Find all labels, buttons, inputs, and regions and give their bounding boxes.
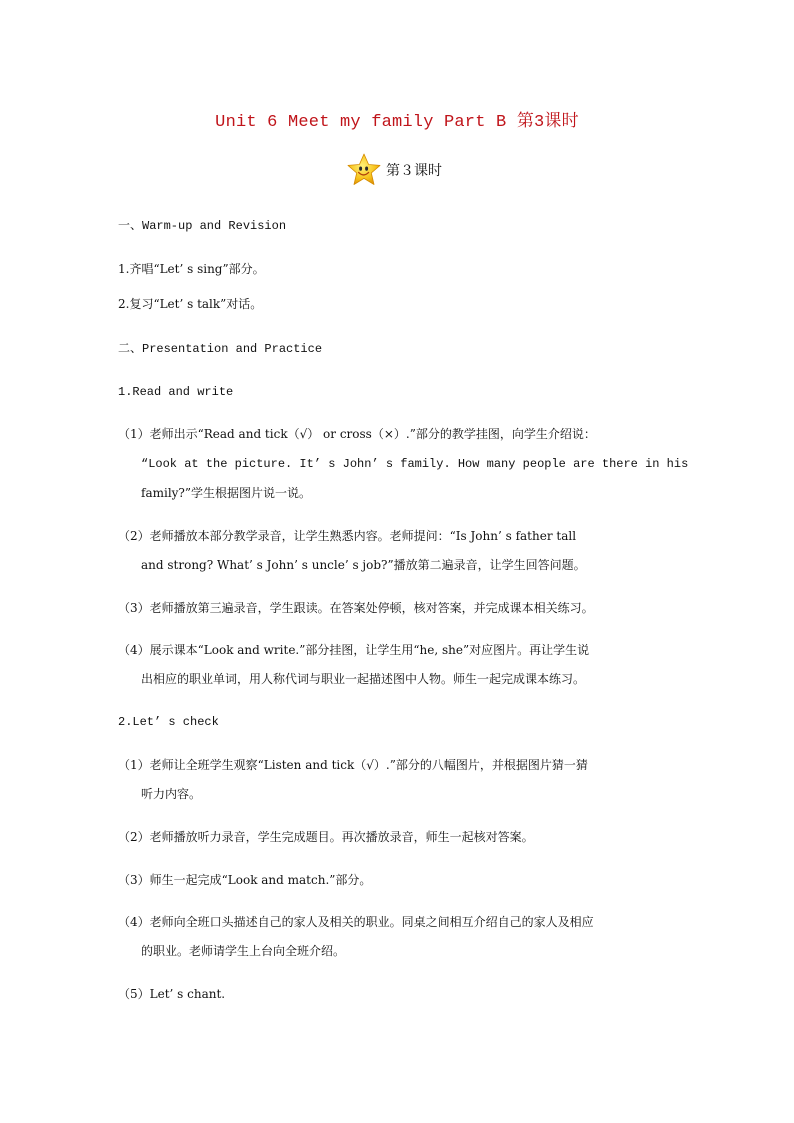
- text-line: （3）老师播放第三遍录音，学生跟读。在答案处停顿，核对答案，并完成课本相关练习。: [118, 601, 594, 615]
- section-heading-warmup: 一、Warm-up and Revision: [118, 219, 287, 233]
- text-line: 出相应的职业单词，用人称代词与职业一起描述图中人物。师生一起完成课本练习。: [141, 672, 586, 686]
- text-line: （1）老师让全班学生观察“Listen and tick（√）.”部分的八幅图片，并根据图片猜一猜: [118, 758, 588, 772]
- text-line: 听力内容。: [141, 787, 202, 801]
- subsection-heading-read-and-write: 1.Read and write: [118, 385, 234, 399]
- text-line: （4）展示课本“Look and write.”部分挂图，让学生用“he, she”对应图片。再让学生说: [118, 643, 590, 657]
- text-line: family?”学生根据图片说一说。: [141, 486, 311, 500]
- document-title: Unit 6 Meet my family Part B 第3课时: [215, 113, 579, 132]
- text-line: （1）老师出示“Read and tick（√） or cross（×）.”部分的教学挂图，向学生介绍说：: [118, 427, 596, 441]
- text-line: “Look at the picture. It’ s John’ s family. How many people are there in his: [141, 457, 689, 471]
- text-line: （5）Let’ s chant.: [118, 987, 226, 1001]
- section-heading-presentation: 二、Presentation and Practice: [118, 342, 323, 356]
- text-line: （3）师生一起完成“Look and match.”部分。: [118, 873, 372, 887]
- text-line: （2）老师播放本部分教学录音，让学生熟悉内容。老师提问：“Is John’ s father tall: [118, 529, 577, 543]
- text-line: and strong? What’ s John’ s uncle’ s job?”播放第二遍录音，让学生回答问题。: [141, 558, 586, 572]
- subtitle-text: 第３课时: [386, 163, 442, 179]
- smiling-star-icon: [346, 152, 382, 188]
- text-line: （2）老师播放听力录音，学生完成题目。再次播放录音，师生一起核对答案。: [118, 830, 534, 844]
- text-line: 1.齐唱“Let’ s sing”部分。: [118, 262, 265, 276]
- text-line: 2.复习“Let’ s talk”对话。: [118, 297, 263, 311]
- text-line: 的职业。老师请学生上台向全班介绍。: [141, 944, 346, 958]
- subsection-heading-lets-check: 2.Let’ s check: [118, 715, 219, 729]
- lesson-subtitle: [346, 152, 442, 188]
- text-line: （4）老师向全班口头描述自己的家人及相关的职业。同桌之间相互介绍自己的家人及相应: [118, 915, 594, 929]
